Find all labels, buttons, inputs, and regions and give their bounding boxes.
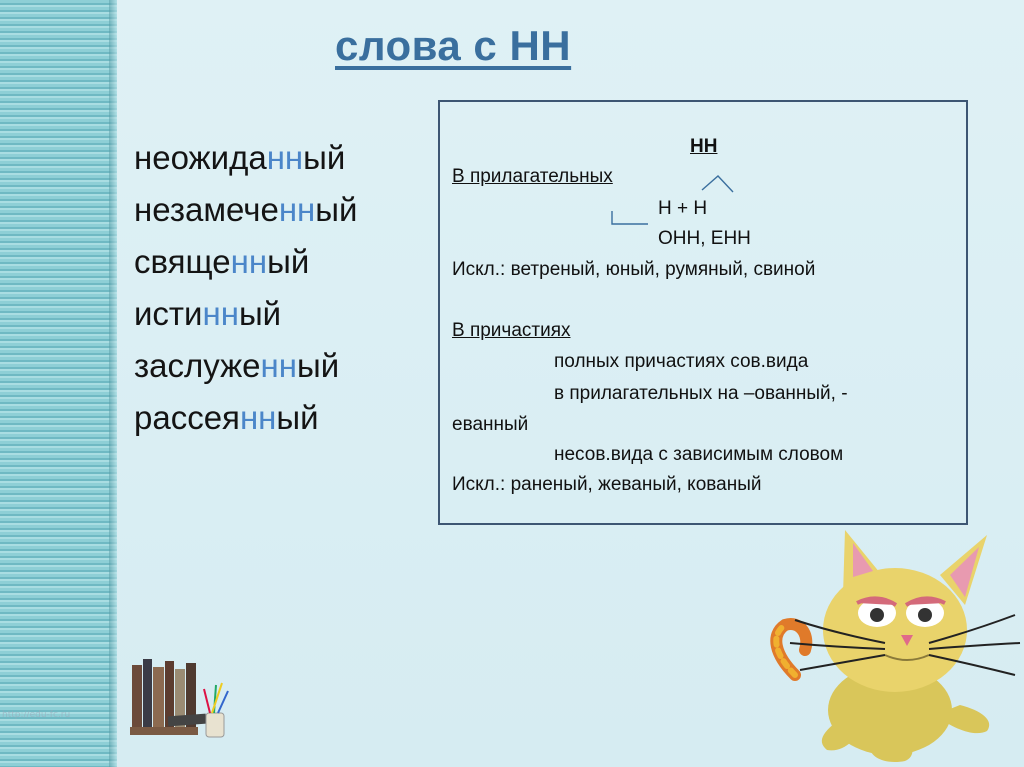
participles-rule-1: полных причастиях сов.вида [554, 351, 809, 372]
decorative-stripe [0, 0, 117, 767]
word-item: незамеченный [134, 191, 358, 228]
word-item: неожиданный [134, 139, 346, 176]
participles-rule-2-cont: еванный [452, 414, 529, 435]
nn-highlight: нн [260, 347, 297, 384]
adjectives-exceptions: Искл.: ветреный, юный, румяный, свиной [452, 259, 816, 280]
participles-rule-2: в прилагательных на –ованный, - [554, 383, 848, 404]
nn-highlight: нн [266, 139, 304, 176]
nn-highlight: нн [239, 399, 277, 436]
word-item: рассеянный [134, 399, 319, 436]
word-list [134, 132, 357, 444]
word-item: истинный [134, 295, 282, 332]
nn-highlight: нн [278, 191, 316, 228]
books-illustration [128, 655, 238, 745]
watermark: http://edu-fc.ru [2, 710, 71, 720]
participles-label: В причастиях [452, 320, 571, 341]
adjectives-formula: Н + Н [658, 198, 708, 219]
participles-exceptions: Искл.: раненый, жеваный, кованый [452, 474, 762, 495]
slide-title: слова с НН [335, 22, 572, 69]
nn-highlight: нн [202, 295, 239, 332]
rule-heading: НН [690, 136, 718, 157]
word-item: священный [134, 243, 310, 280]
rule-box [438, 100, 968, 525]
cartoon-cat-illustration [765, 525, 1024, 767]
adjectives-suffixes: ОНН, ЕНН [658, 228, 751, 249]
nn-highlight: нн [230, 243, 268, 280]
adjectives-label: В прилагательных [452, 166, 613, 187]
word-item: заслуженный [134, 347, 340, 384]
participles-rule-3: несов.вида с зависимым словом [554, 444, 844, 465]
